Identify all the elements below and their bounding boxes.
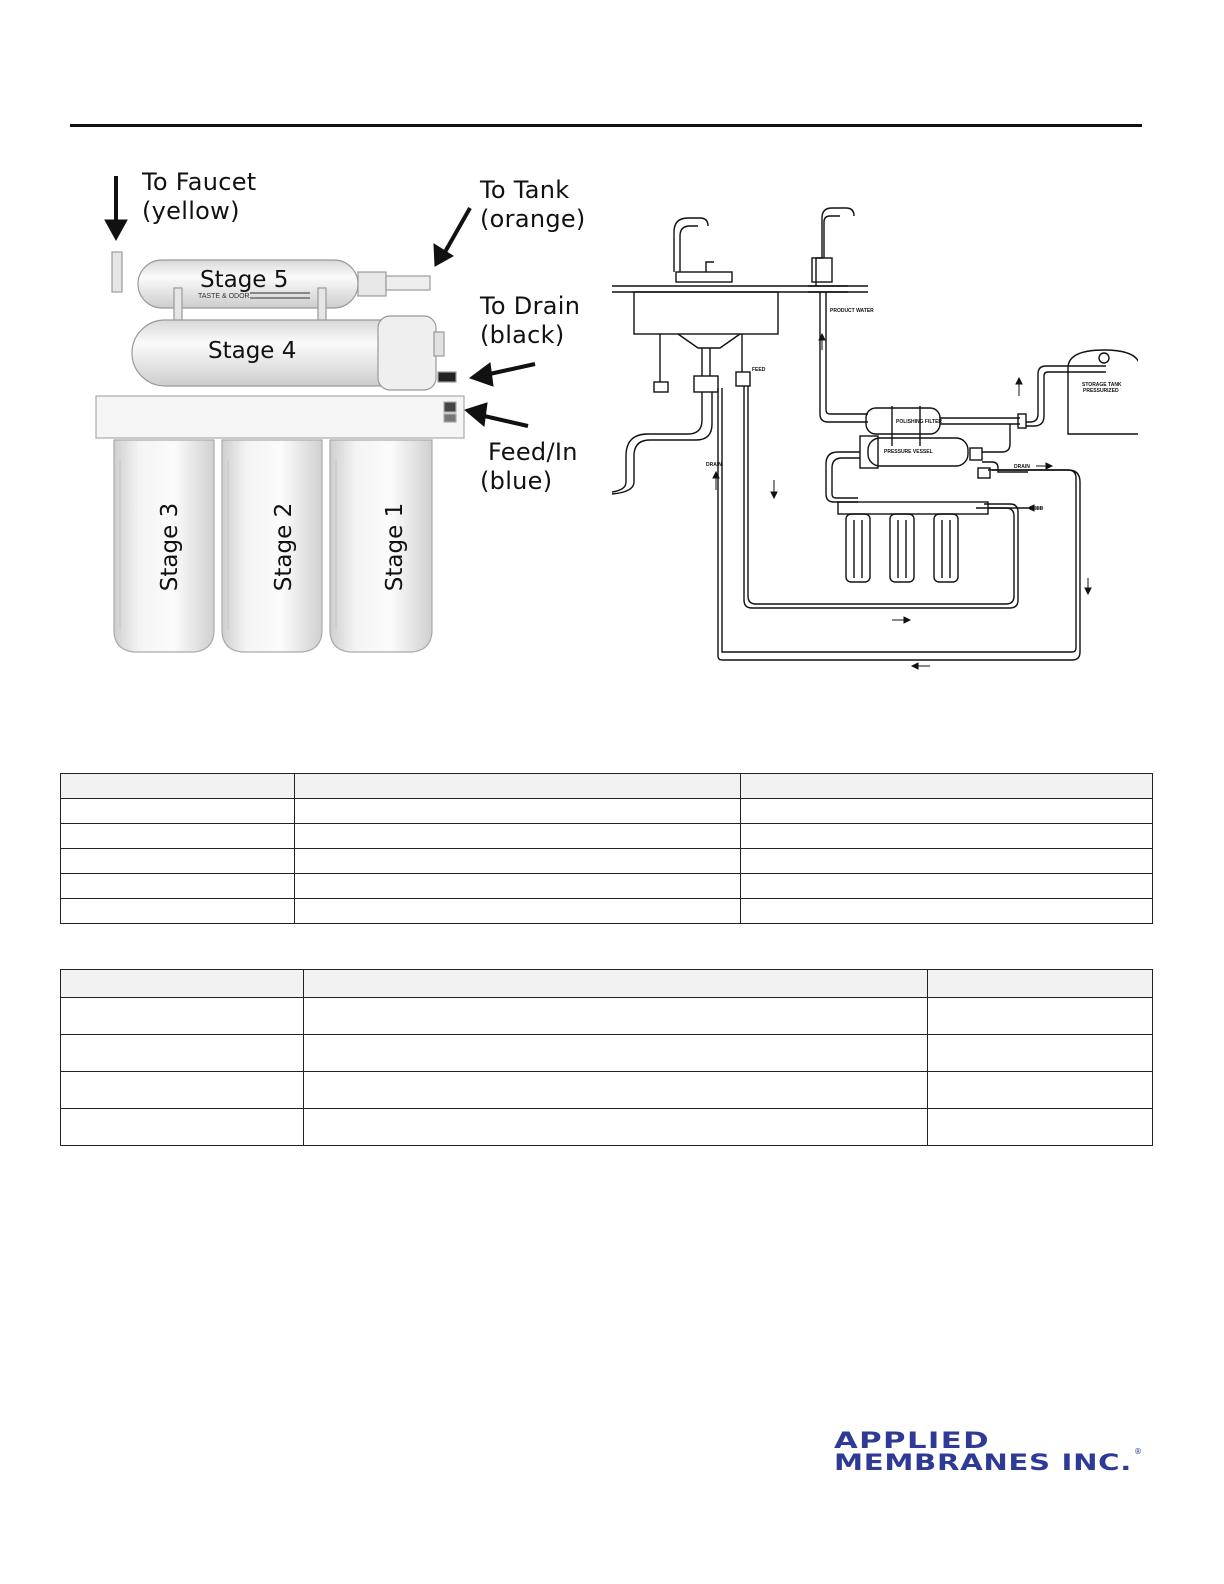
logo-line-1: APPLIED xyxy=(834,1429,990,1454)
feed-label-top: FEED xyxy=(752,367,766,373)
installation-schematic xyxy=(598,200,1138,680)
drain-label-right: DRAIN xyxy=(1014,464,1030,470)
faucet-arrow-icon xyxy=(105,176,127,240)
schematic-drawing xyxy=(598,200,1138,680)
registered-mark: ® xyxy=(1134,1447,1142,1456)
product-water-label: PRODUCT WATER xyxy=(830,308,874,314)
stage-1-label: Stage 1 xyxy=(382,502,408,592)
table-2 xyxy=(60,969,1153,1146)
stage-2-label: Stage 2 xyxy=(271,502,297,592)
callout-to-faucet: To Faucet (yellow) xyxy=(142,168,257,225)
polishing-filter-label: POLISHING FILTER xyxy=(896,419,943,425)
storage-tank-label-2: PRESSURIZED xyxy=(1083,388,1119,394)
table-row xyxy=(61,874,1153,899)
storage-tank-label-1: STORAGE TANK xyxy=(1082,382,1122,388)
callout-to-drain: To Drain (black) xyxy=(480,292,581,349)
table-row xyxy=(61,799,1153,824)
callout-feed-in: Feed/In (blue) xyxy=(480,438,578,495)
table-row xyxy=(61,899,1153,924)
ro-unit-illustration xyxy=(60,160,600,670)
table-1 xyxy=(60,773,1153,924)
drain-label-left: DRAIN xyxy=(706,462,722,468)
tank-arrow-icon xyxy=(434,208,470,266)
header-rule xyxy=(70,124,1142,127)
stage5-sticker-text: TASTE & ODOR xyxy=(198,293,250,300)
table-row xyxy=(61,1109,1153,1146)
table-row xyxy=(61,1072,1153,1109)
table-row xyxy=(61,1035,1153,1072)
table-row xyxy=(61,998,1153,1035)
applied-membranes-logo xyxy=(834,1428,1144,1476)
pressure-vessel-label: PRESSURE VESSEL xyxy=(884,449,933,455)
mounting-bracket xyxy=(96,396,464,438)
logo-line-2: MEMBRANES INC. xyxy=(834,1451,1132,1476)
ro-unit-drawing xyxy=(60,160,600,670)
logo-wordmark xyxy=(834,1428,1144,1476)
table-row xyxy=(61,824,1153,849)
stage-3-label: Stage 3 xyxy=(157,502,183,592)
table-1-header-row xyxy=(61,774,1153,799)
stage-4-label: Stage 4 xyxy=(208,338,297,364)
stage-5-label: Stage 5 xyxy=(200,267,289,293)
drain-arrow-icon xyxy=(470,363,535,386)
table-row xyxy=(61,849,1153,874)
callout-to-tank: To Tank (orange) xyxy=(480,176,586,233)
feed-label-right: FEED xyxy=(1030,506,1044,512)
table-2-header-row xyxy=(61,970,1153,998)
feed-arrow-icon xyxy=(465,403,528,426)
